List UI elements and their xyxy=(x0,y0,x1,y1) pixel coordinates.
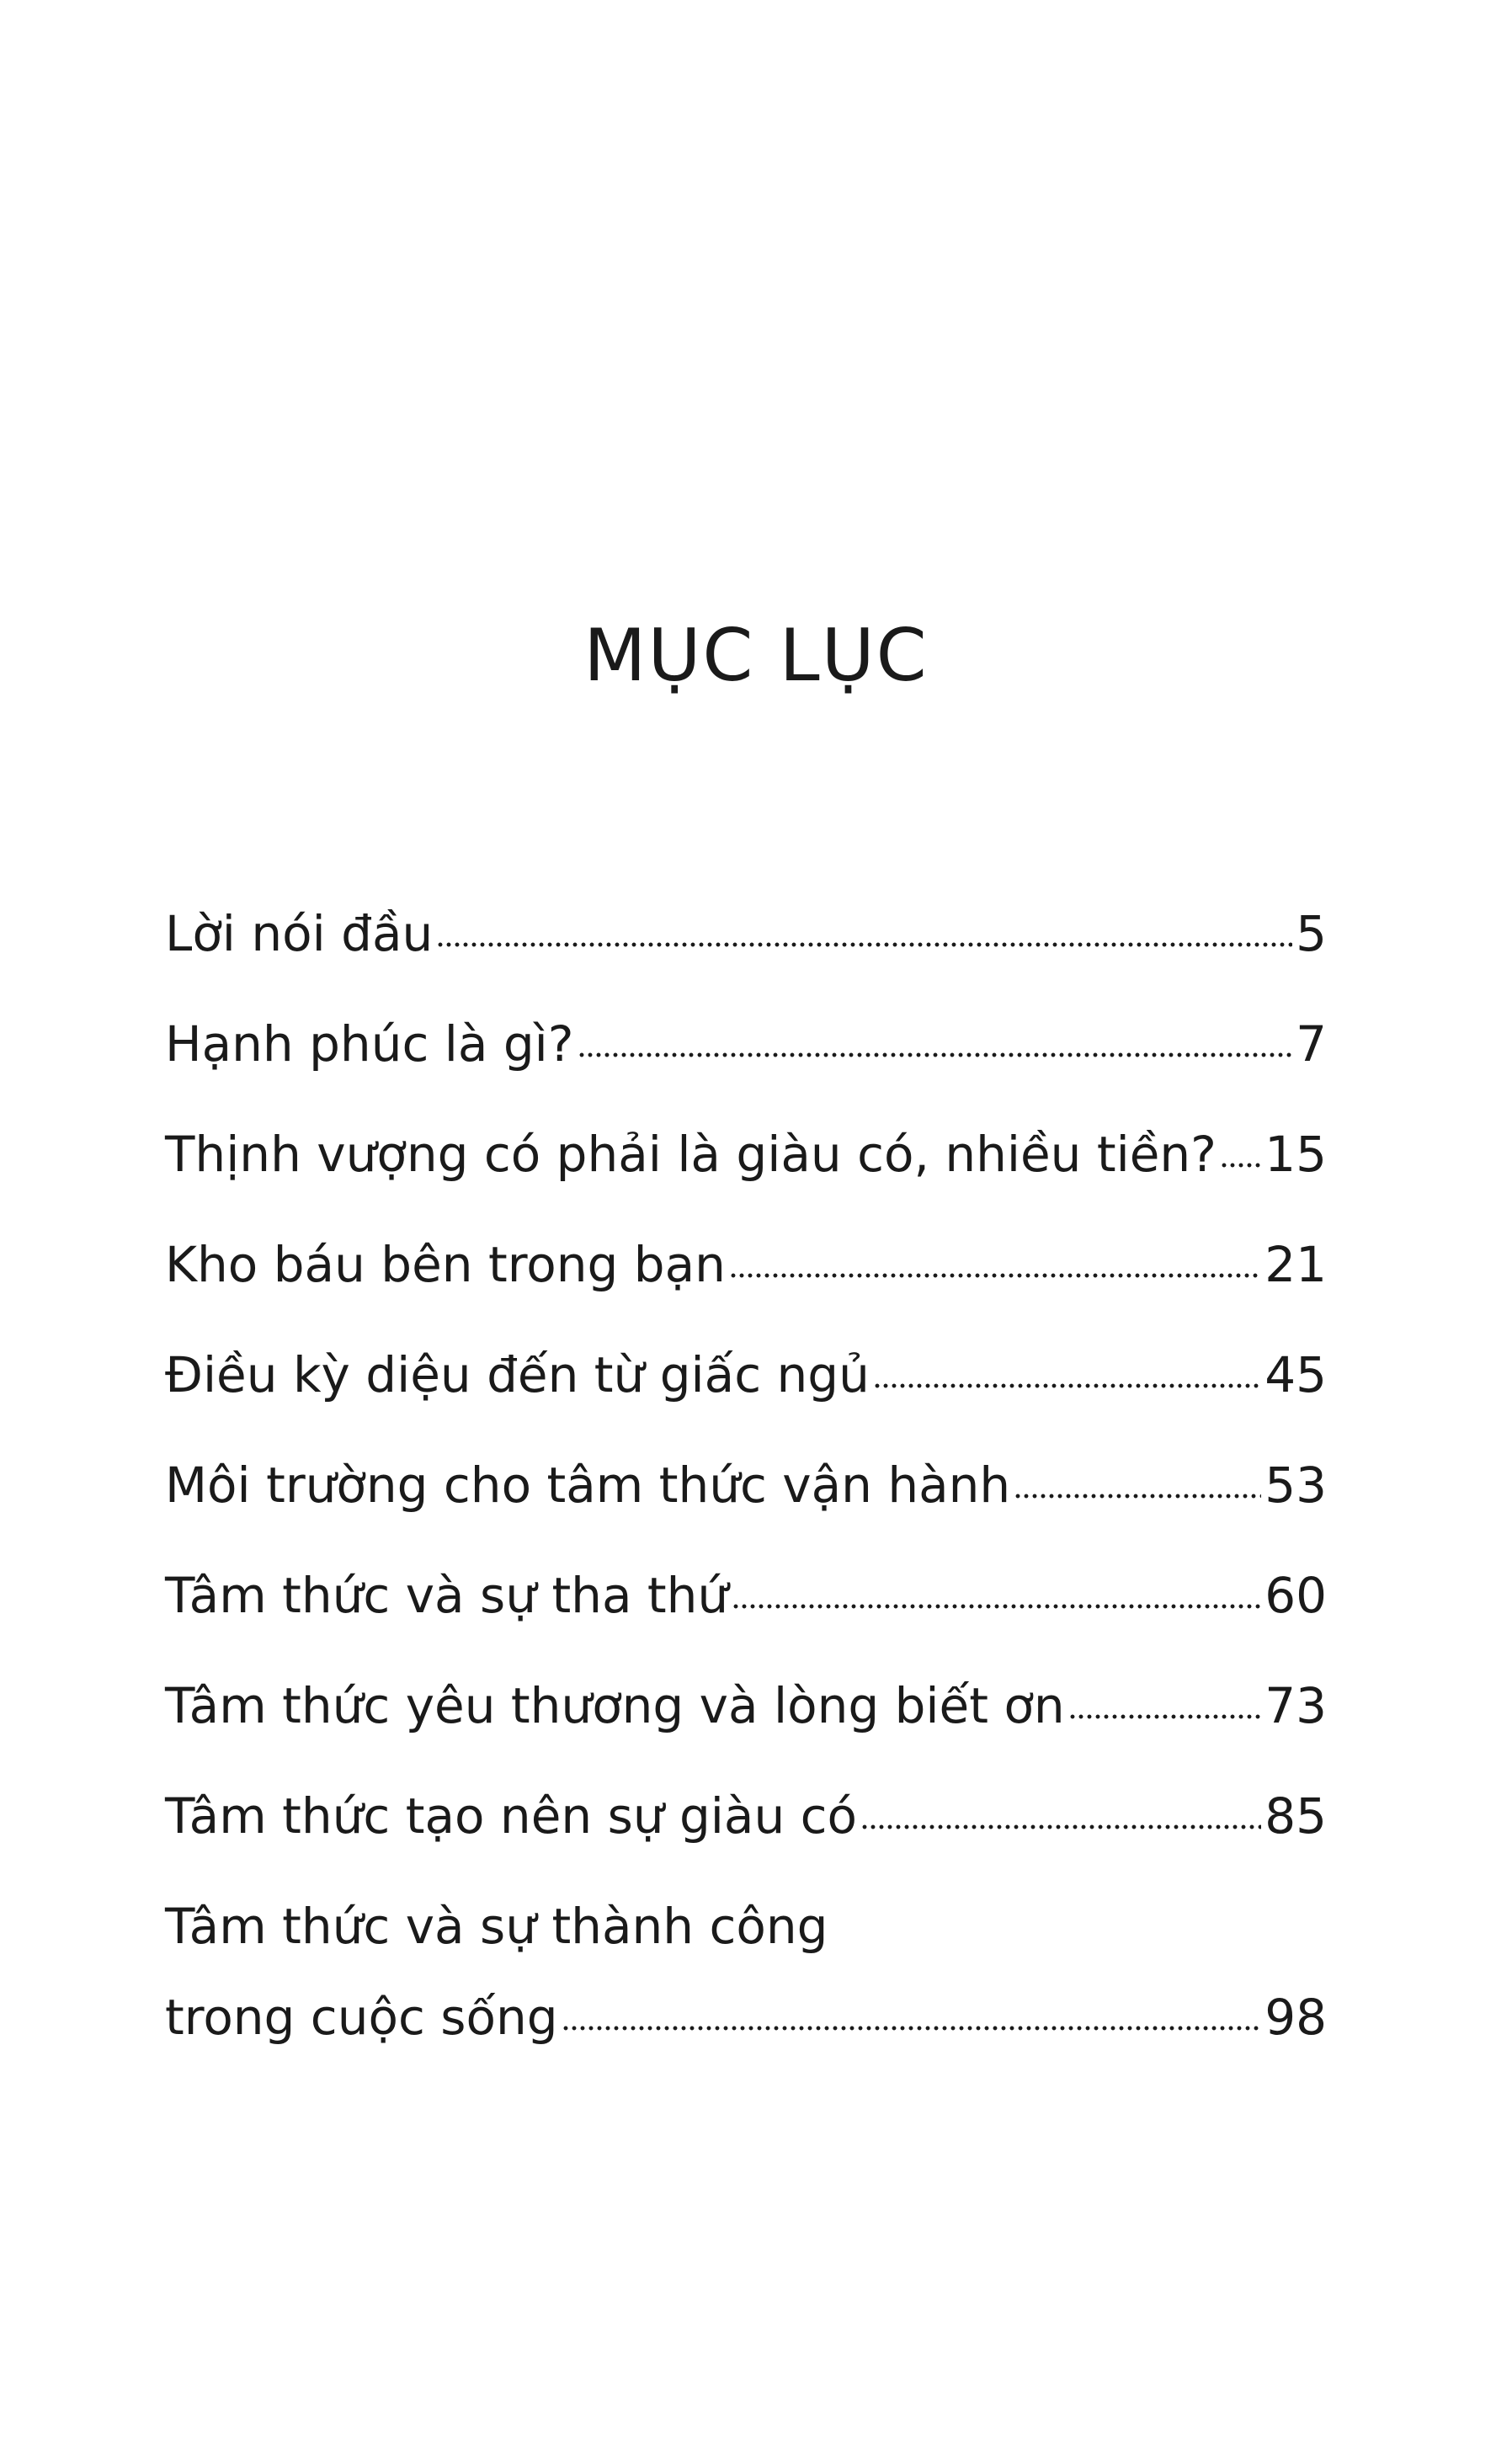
dot-leader xyxy=(1014,1493,1261,1499)
dot-leader xyxy=(578,1052,1293,1058)
dot-leader xyxy=(732,1603,1261,1610)
toc-entry-page: 60 xyxy=(1264,1567,1327,1624)
toc-entry-label: Thịnh vượng có phải là giàu có, nhiều tiền? xyxy=(165,1126,1217,1183)
toc-entry-label-line2: trong cuộc sống xyxy=(165,1989,558,2046)
toc-entry-label: Tâm thức yêu thương và lòng biết ơn xyxy=(165,1677,1065,1734)
toc-entry-label: Lời nói đầu xyxy=(165,905,434,962)
toc-entry-page: 85 xyxy=(1264,1787,1327,1845)
toc-entry-page: 21 xyxy=(1264,1236,1327,1293)
toc-entry-label: Kho báu bên trong bạn xyxy=(165,1236,726,1293)
toc-entry-label-line1: Tâm thức và sự thành công xyxy=(165,1898,828,1955)
dot-leader xyxy=(860,1824,1261,1830)
toc-entry xyxy=(165,1456,1327,1514)
toc-entry-label: Điều kỳ diệu đến từ giấc ngủ xyxy=(165,1346,870,1403)
toc-entry xyxy=(165,1787,1327,1845)
page-title: MỤC LỤC xyxy=(583,614,929,698)
toc-entry-page: 15 xyxy=(1264,1126,1327,1183)
dot-leader xyxy=(562,2025,1262,2032)
toc-entry xyxy=(165,1346,1327,1403)
toc-entry xyxy=(165,1236,1327,1293)
dot-leader xyxy=(873,1382,1261,1389)
dot-leader xyxy=(1068,1713,1262,1720)
toc-entry-label: Môi trường cho tâm thức vận hành xyxy=(165,1456,1011,1514)
dot-leader xyxy=(436,941,1292,948)
toc-entry-label: Tâm thức tạo nên sự giàu có xyxy=(165,1787,858,1845)
dot-leader xyxy=(1220,1162,1261,1169)
toc-entry-page: 98 xyxy=(1264,1989,1327,2046)
toc-entry xyxy=(165,1898,1327,2046)
toc-entry-page: 45 xyxy=(1264,1346,1327,1403)
toc-entry xyxy=(165,1677,1327,1734)
toc-entry-page: 73 xyxy=(1264,1677,1327,1734)
toc-entry xyxy=(165,1015,1327,1073)
toc-entry xyxy=(165,1567,1327,1624)
toc-entry xyxy=(165,905,1327,962)
dot-leader xyxy=(729,1272,1261,1279)
toc-entry-page: 7 xyxy=(1296,1015,1327,1073)
toc-entry-label: Tâm thức và sự tha thứ xyxy=(165,1567,729,1624)
toc-entry-page: 53 xyxy=(1264,1456,1327,1514)
toc-entry-page: 5 xyxy=(1296,905,1327,962)
toc-entry-label: Hạnh phúc là gì? xyxy=(165,1015,574,1073)
toc-entry xyxy=(165,1126,1327,1183)
